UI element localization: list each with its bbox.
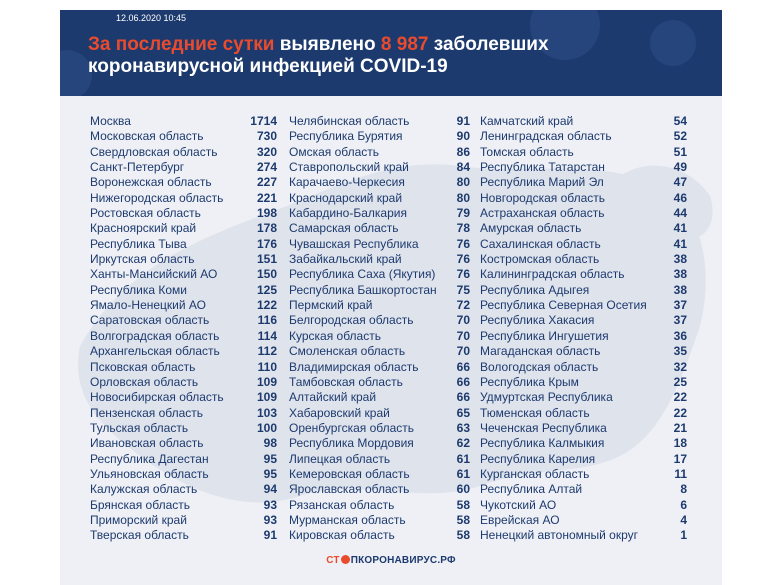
region-cases: 35 [673,344,687,359]
region-cases: 100 [256,420,277,435]
region-cases: 730 [256,129,277,144]
region-row [480,175,687,190]
region-name: Республика Коми [90,282,187,297]
region-name: Республика Северная Осетия [480,298,647,313]
region-row [289,452,470,467]
region-row [289,114,470,129]
region-name: Тюменская область [480,405,590,420]
region-cases: 112 [257,344,277,359]
region-cases: 41 [673,221,687,236]
region-name: Красноярский край [90,221,197,236]
region-name: Тамбовская область [289,374,403,389]
region-row [289,298,470,313]
region-row [289,283,470,298]
region-name: Чеченская Республика [480,420,607,435]
region-cases: 47 [673,175,687,190]
region-row [289,252,470,267]
region-row [480,114,687,129]
region-row [289,528,470,543]
region-name: Республика Башкортостан [289,282,437,297]
region-row [90,145,277,160]
region-cases: 109 [256,374,277,389]
region-name: Республика Ингушетия [480,328,609,343]
region-row [90,360,277,375]
region-cases: 125 [256,282,277,297]
region-row [289,191,470,206]
region-name: Ставропольский край [289,160,409,175]
region-name: Сахалинская область [480,236,601,251]
region-row [90,344,277,359]
region-cases: 150 [256,267,277,282]
region-name: Смоленская область [289,344,406,359]
region-name: Псковская область [90,359,196,374]
region-name: Ульяновская область [90,466,209,481]
region-row [289,221,470,236]
region-name: Республика Крым [480,374,579,389]
region-row [480,513,687,528]
region-cases: 98 [263,436,277,451]
region-cases: 61 [456,451,470,466]
region-name: Тверская область [90,528,189,543]
region-name: Воронежская область [90,175,212,190]
region-row [289,436,470,451]
region-cases: 178 [256,221,277,236]
region-cases: 84 [456,160,470,175]
region-column-2 [289,114,470,544]
region-cases: 37 [673,298,687,313]
region-row [289,467,470,482]
region-cases: 54 [673,114,687,128]
region-cases: 17 [673,451,687,466]
region-cases: 66 [456,374,470,389]
region-name: Липецкая область [289,451,391,466]
region-name: Ростовская область [90,206,201,221]
region-name: Саратовская область [90,313,210,328]
date-label: 12.06.2020 10:45 [116,13,187,23]
region-cases: 116 [257,313,277,328]
region-name: Чукотский АО [480,497,557,512]
region-name: Калужская область [90,482,198,497]
region-row [480,267,687,282]
region-row [90,298,277,313]
region-row [90,528,277,543]
region-name: Ненецкий автономный округ [480,528,639,543]
region-cases: 6 [680,497,687,512]
region-name: Рязанская область [289,497,395,512]
region-cases: 4 [680,512,687,527]
region-row [90,283,277,298]
region-row [90,221,277,236]
footer-logo [60,555,722,566]
region-row [90,390,277,405]
region-name: Забайкальский край [289,252,402,267]
region-cases: 93 [263,512,277,527]
region-row [480,344,687,359]
region-name: Брянская область [90,497,190,512]
region-cases: 66 [456,359,470,374]
region-row [480,283,687,298]
region-row [480,421,687,436]
region-cases: 37 [673,313,687,328]
region-name: Еврейская АО [480,512,560,527]
region-cases: 114 [257,328,277,343]
region-cases: 76 [456,252,470,267]
region-row [90,129,277,144]
region-row [289,498,470,513]
region-name: Республика Алтай [480,482,583,497]
region-name: Кировская область [289,528,395,543]
region-cases: 70 [456,313,470,328]
region-cases: 76 [456,267,470,282]
region-row [90,482,277,497]
region-cases: 103 [256,405,277,420]
region-name: Свердловская область [90,144,218,159]
region-name: Московская область [90,129,204,144]
region-row [90,267,277,282]
region-name: Республика Саха (Якутия) [289,267,436,282]
region-cases: 79 [456,206,470,221]
header-banner [60,10,722,96]
region-cases: 95 [263,466,277,481]
region-row [480,313,687,328]
region-name: Республика Бурятия [289,129,403,144]
region-name: Кемеровская область [289,466,410,481]
footer-stop: СТ [326,555,340,566]
region-cases: 61 [456,466,470,481]
region-cases: 78 [456,221,470,236]
region-row [90,498,277,513]
region-row [480,482,687,497]
region-row [90,421,277,436]
region-name: Костромская область [480,252,600,267]
title-line2: коронавирусной инфекцией COVID-19 [88,56,448,77]
title-suffix: заболевших [428,34,549,55]
region-name: Ханты-Мансийский АО [90,267,218,282]
region-cases: 58 [456,528,470,543]
region-name: Республика Хакасия [480,313,595,328]
region-name: Тульская область [90,420,189,435]
region-name: Мурманская область [289,512,406,527]
region-cases: 8 [680,482,687,497]
page-title [88,34,688,78]
region-cases: 65 [456,405,470,420]
region-row [289,160,470,175]
region-row [289,390,470,405]
region-row [90,375,277,390]
region-name: Краснодарский край [289,190,403,205]
region-row [289,344,470,359]
region-row [289,175,470,190]
region-row [480,145,687,160]
region-name: Ярославская область [289,482,410,497]
region-name: Удмуртская Республика [480,390,613,405]
region-name: Чувашская Республика [289,236,419,251]
region-cases: 93 [263,497,277,512]
region-row [480,528,687,543]
region-cases: 75 [456,282,470,297]
region-row [480,436,687,451]
region-row [289,375,470,390]
region-row [480,252,687,267]
region-row [90,329,277,344]
region-cases: 70 [456,328,470,343]
region-cases: 60 [456,482,470,497]
region-row [480,452,687,467]
region-name: Новгородская область [480,190,606,205]
region-row [90,175,277,190]
footer-site: ПКОРОНАВИРУС.РФ [350,555,456,566]
region-row [480,375,687,390]
region-cases: 46 [673,190,687,205]
region-cases: 58 [456,497,470,512]
region-name: Республика Мордовия [289,436,414,451]
region-row [90,114,277,129]
region-row [289,421,470,436]
region-name: Москва [90,114,131,128]
region-row [90,513,277,528]
region-row [480,329,687,344]
region-cases: 91 [456,114,470,128]
region-row [480,406,687,421]
region-cases: 52 [673,129,687,144]
region-name: Магаданская область [480,344,601,359]
region-row [90,436,277,451]
region-name: Челябинская область [289,114,410,128]
region-cases: 94 [263,482,277,497]
region-cases: 80 [456,190,470,205]
region-name: Нижегородская область [90,190,224,205]
region-column-3 [480,114,687,544]
region-name: Курская область [289,328,381,343]
region-name: Ямало-Ненецкий АО [90,298,206,313]
case-count: 8 987 [380,34,429,55]
region-cases: 51 [673,144,687,159]
region-cases: 38 [673,267,687,282]
region-row [90,191,277,206]
region-cases: 21 [673,420,687,435]
region-name: Ленинградская область [480,129,612,144]
region-row [90,160,277,175]
region-name: Санкт-Петербург [90,160,185,175]
region-row [90,237,277,252]
region-name: Республика Марий Эл [480,175,604,190]
region-row [289,513,470,528]
region-name: Волгоградская область [90,328,220,343]
region-cases: 36 [673,328,687,343]
region-name: Белгородская область [289,313,414,328]
region-cases: 80 [456,175,470,190]
region-cases: 151 [256,252,277,267]
region-cases: 227 [256,175,277,190]
region-row [90,406,277,421]
region-column-1 [90,114,277,544]
region-name: Кабардино-Балкария [289,206,407,221]
region-row [480,129,687,144]
title-prefix: За последние сутки [88,34,275,55]
region-name: Самарская область [289,221,399,236]
region-cases: 90 [456,129,470,144]
region-cases: 41 [673,236,687,251]
region-name: Республика Дагестан [90,451,209,466]
region-cases: 1 [680,528,687,543]
region-cases: 274 [256,160,277,175]
region-name: Республика Тыва [90,236,187,251]
title-mid: выявлено [274,34,381,55]
region-row [480,191,687,206]
region-name: Карачаево-Черкесия [289,175,405,190]
region-cases: 38 [673,252,687,267]
region-name: Амурская область [480,221,582,236]
region-name: Республика Калмыкия [480,436,605,451]
region-name: Пермский край [289,298,373,313]
region-cases: 49 [673,160,687,175]
region-row [289,482,470,497]
region-name: Пензенская область [90,405,204,420]
region-row [289,237,470,252]
region-name: Республика Адыгея [480,282,590,297]
region-row [90,252,277,267]
region-name: Курганская область [480,466,590,481]
region-name: Новосибирская область [90,390,224,405]
region-row [289,267,470,282]
region-name: Владимирская область [289,359,419,374]
region-row [480,498,687,513]
region-row [90,206,277,221]
region-name: Республика Татарстан [480,160,605,175]
region-cases: 38 [673,282,687,297]
region-name: Алтайский край [289,390,377,405]
region-name: Калининградская область [480,267,625,282]
region-cases: 122 [256,298,277,313]
region-row [289,206,470,221]
region-name: Приморский край [90,512,187,527]
region-row [289,129,470,144]
region-name: Омская область [289,144,380,159]
region-cases: 58 [456,512,470,527]
infographic-card [60,10,722,585]
region-cases: 176 [256,236,277,251]
region-name: Камчатский край [480,114,574,128]
region-row [289,329,470,344]
region-name: Томская область [480,144,574,159]
region-cases: 110 [257,359,277,374]
region-cases: 76 [456,236,470,251]
region-cases: 63 [456,420,470,435]
region-row [480,360,687,375]
region-name: Орловская область [90,374,199,389]
region-cases: 44 [673,206,687,221]
region-cases: 91 [263,528,277,543]
region-row [480,221,687,236]
region-row [289,145,470,160]
region-cases: 25 [673,374,687,389]
stop-circle-icon [341,555,350,564]
region-cases: 72 [456,298,470,313]
region-name: Иркутская область [90,252,195,267]
region-cases: 22 [673,405,687,420]
region-row [289,406,470,421]
region-cases: 221 [256,190,277,205]
region-row [480,160,687,175]
region-row [480,206,687,221]
region-cases: 198 [256,206,277,221]
region-cases: 1714 [250,114,277,128]
region-cases: 109 [256,390,277,405]
region-row [90,452,277,467]
region-row [480,467,687,482]
region-cases: 86 [456,144,470,159]
region-row [289,360,470,375]
region-cases: 62 [456,436,470,451]
region-cases: 95 [263,451,277,466]
region-cases: 18 [673,436,687,451]
region-name: Республика Карелия [480,451,596,466]
region-name: Астраханская область [480,206,605,221]
region-cases: 70 [456,344,470,359]
region-row [480,298,687,313]
region-cases: 11 [674,466,687,481]
region-name: Ивановская область [90,436,204,451]
region-cases: 22 [673,390,687,405]
region-name: Оренбургская область [289,420,415,435]
region-cases: 66 [456,390,470,405]
region-row [90,313,277,328]
region-row [480,237,687,252]
region-cases: 320 [256,144,277,159]
region-name: Вологодская область [480,359,599,374]
region-row [480,390,687,405]
region-name: Хабаровский край [289,405,390,420]
region-row [90,467,277,482]
region-cases: 32 [673,359,687,374]
region-row [289,313,470,328]
region-name: Архангельская область [90,344,220,359]
